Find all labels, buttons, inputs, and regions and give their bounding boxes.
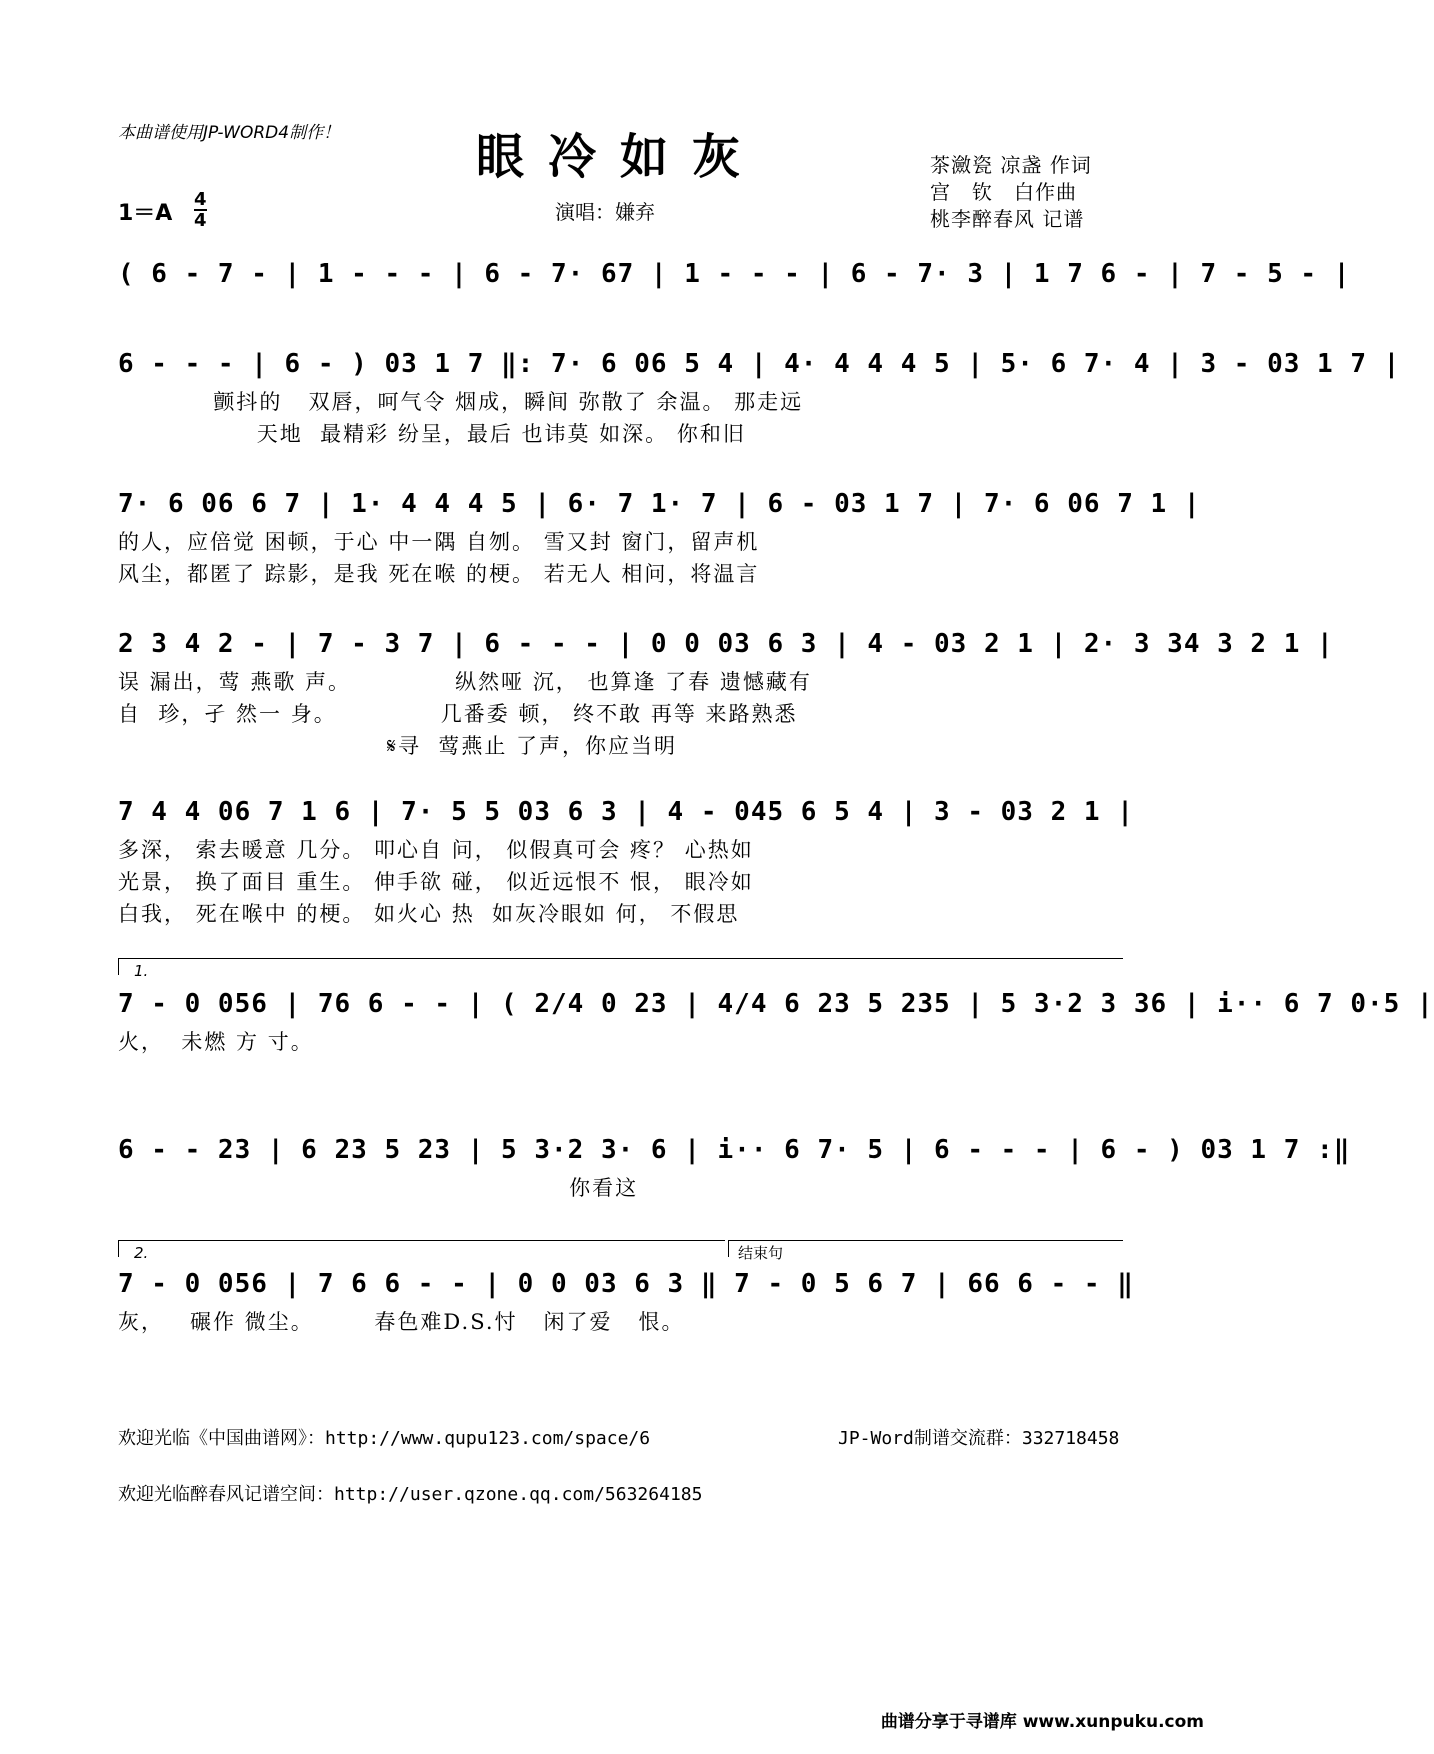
notation-line: 7 - 0 056 | 76 6 - - | ( 2/4 0 23 | 4/4 6 23 5 235 | 5 3·2 3 36 | i·· 6 7 0·5 | [118,989,1434,1019]
lyric-line: 风尘，都匿了 踪影，是我 死在喉 的梗。 若无人 相问，将温言 [118,562,760,586]
lyric-line: 你看这 [118,1176,639,1200]
notation-line: 7 - 0 056 | 7 6 6 - - | 0 0 03 6 3 ‖ 7 - 0 5 6 7 | 66 6 - - ‖ [118,1269,1134,1299]
watermark: 曲谱分享于寻谱库 www.xunpuku.com [880,1712,1204,1732]
transcriber: 桃李醉春风 记谱 [930,207,1085,231]
volta-1-label: 1. [134,962,149,980]
key-signature: 1＝A [118,201,173,226]
authors-block [930,152,1092,233]
lyric-line: 的人，应倍觉 困顿，于心 中一隅 自刎。 雪又封 窗门，留声机 [118,530,760,554]
software-credit: 本曲谱使用JP-WORD4制作！ [118,123,341,143]
song-title: 眼冷如灰 [475,129,764,185]
lyric-line: 自 珍，孑 然一 身。 几番委 顿， 终不敢 再等 来路熟悉 [118,702,798,726]
lyric-line: 𝄋寻 莺燕止 了声，你应当明 [118,734,677,758]
lyric-line: 天地 最精彩 纷呈，最后 也讳莫 如深。 你和旧 [118,422,746,446]
time-signature [194,190,207,230]
notation-line: 7 4 4 06 7 1 6 | 7· 5 5 03 6 3 | 4 - 045 6 5 4 | 3 - 03 2 1 | [118,797,1134,827]
lyric-line: 灰， 碾作 微尘。 春色难D.S.忖 闲了爱 恨。 [118,1310,685,1334]
lyric-line: 白我， 死在喉中 的梗。 如火心 热 如灰冷眼如 何， 不假思 [118,902,740,926]
notation-line: 7· 6 06 6 7 | 1· 4 4 4 5 | 6· 7 1· 7 | 6 - 03 1 7 | 7· 6 06 7 1 | [118,489,1201,519]
lyric-line: 颤抖的 双唇，呵气令 烟成，瞬间 弥散了 余温。 那走远 [118,390,804,414]
lyric-line: 火， 未燃 方 寸。 [118,1030,314,1054]
notation-line: ( 6 - 7 - | 1 - - - | 6 - 7· 67 | 1 - - - | 6 - 7· 3 | 1 7 6 - | 7 - 5 - | [118,259,1351,289]
notation-line: 6 - - - | 6 - ) 03 1 7 ‖: 7· 6 06 5 4 | 4· 4 4 4 5 | 5· 6 7· 4 | 3 - 03 1 7 | [118,349,1401,379]
volta-2-bracket [118,1240,725,1257]
composer: 宫 钦 白作曲 [930,180,1077,204]
notation-line: 6 - - 23 | 6 23 5 23 | 5 3·2 3· 6 | i·· 6 7· 5 | 6 - - - | 6 - ) 03 1 7 :‖ [118,1135,1351,1165]
volta-2-label: 2. [134,1244,149,1262]
footer-space-link[interactable]: 欢迎光临醉春风记谱空间：http://user.qzone.qq.com/563264185 [118,1484,703,1505]
lyric-line: 多深， 索去暖意 几分。 叩心自 问， 似假真可会 疼？ 心热如 [118,838,754,862]
lyric-line: 光景， 换了面目 重生。 伸手欲 碰， 似近远恨不 恨， 眼冷如 [118,870,754,894]
ending-label: 结束句 [738,1244,784,1262]
time-bottom: 4 [194,210,207,231]
lyricist: 茶瀲瓷 凉盏 作词 [930,153,1092,177]
time-top: 4 [194,189,207,210]
footer-group: JP-Word制谱交流群：332718458 [838,1428,1120,1449]
notation-line: 2 3 4 2 - | 7 - 3 7 | 6 - - - | 0 0 03 6 3 | 4 - 03 2 1 | 2· 3 34 3 2 1 | [118,629,1334,659]
volta-1-bracket [118,958,1123,975]
ending-bracket [728,1240,1123,1257]
footer-site-link[interactable]: 欢迎光临《中国曲谱网》：http://www.qupu123.com/space/6 [118,1428,651,1449]
singer: 演唱：嫌弃 [555,200,655,224]
lyric-line: 误 漏出，莺 燕歌 声。 纵然哑 沉， 也算逢 了春 遗憾藏有 [118,670,812,694]
